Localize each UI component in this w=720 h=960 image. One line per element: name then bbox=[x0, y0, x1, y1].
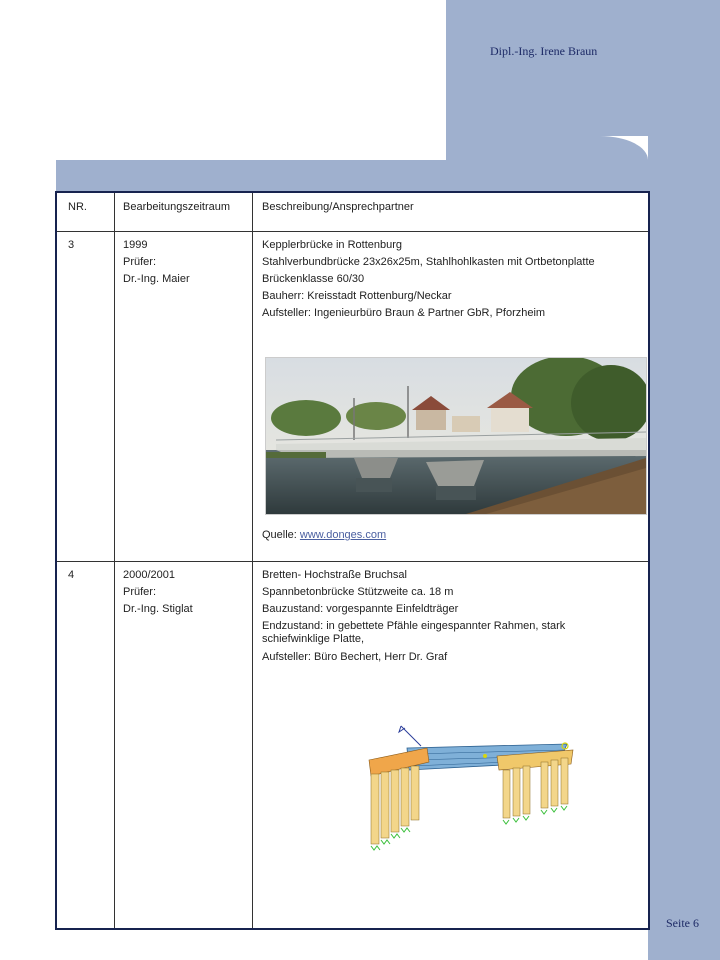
header-curve bbox=[446, 136, 648, 160]
row-divider bbox=[57, 231, 648, 232]
period-year: 2000/2001 bbox=[123, 569, 175, 581]
period-examiner-label: Prüfer: bbox=[123, 256, 157, 268]
row-description bbox=[262, 567, 622, 666]
column-header-nr: NR. bbox=[68, 201, 87, 213]
row-period bbox=[123, 567, 193, 618]
description-line: Aufsteller: Büro Bechert, Herr Dr. Graf bbox=[262, 651, 448, 663]
column-header-description: Beschreibung/Ansprechpartner bbox=[262, 201, 414, 213]
description-line: Brückenklasse 60/30 bbox=[262, 273, 365, 285]
description-line: Stahlverbundbrücke 23x26x25m, Stahlhohlkasten mit Ortbetonplatte bbox=[262, 256, 595, 268]
period-year: 1999 bbox=[123, 239, 148, 251]
table-header-band bbox=[56, 160, 720, 193]
description-line: Spannbetonbrücke Stützweite ca. 18 m bbox=[262, 586, 454, 598]
description-line: Bauherr: Kreisstadt Rottenburg/Neckar bbox=[262, 290, 452, 302]
right-band bbox=[648, 0, 720, 960]
page-number: Seite 6 bbox=[666, 916, 699, 930]
project-table bbox=[55, 191, 650, 930]
period-examiner: Dr.-Ing. Maier bbox=[123, 273, 190, 285]
row-period bbox=[123, 237, 190, 288]
period-examiner-label: Prüfer: bbox=[123, 586, 157, 598]
source-label: Quelle: bbox=[262, 529, 300, 541]
column-header-period: Bearbeitungszeitraum bbox=[123, 201, 231, 213]
description-line: Endzustand: in gebettete Pfähle eingespannter Rahmen, stark schiefwinklige Platte, bbox=[262, 620, 566, 645]
source-link[interactable]: www.donges.com bbox=[299, 529, 387, 541]
row-number: 4 bbox=[68, 569, 75, 581]
photo-source bbox=[262, 527, 386, 544]
row-description bbox=[262, 237, 595, 322]
row-divider bbox=[57, 561, 648, 562]
description-line: Bauzustand: vorgespannte Einfeldträger bbox=[262, 603, 459, 615]
period-examiner: Dr.-Ing. Stiglat bbox=[123, 603, 193, 615]
description-line: Aufsteller: Ingenieurbüro Braun & Partner GbR, Pforzheim bbox=[262, 307, 546, 319]
description-line: Kepplerbrücke in Rottenburg bbox=[262, 239, 403, 251]
row-number: 3 bbox=[68, 239, 75, 251]
author-name: Dipl.-Ing. Irene Braun bbox=[490, 44, 598, 58]
bridge-photo bbox=[265, 357, 647, 515]
structure-model-diagram bbox=[337, 718, 597, 863]
description-line: Bretten- Hochstraße Bruchsal bbox=[262, 569, 407, 581]
